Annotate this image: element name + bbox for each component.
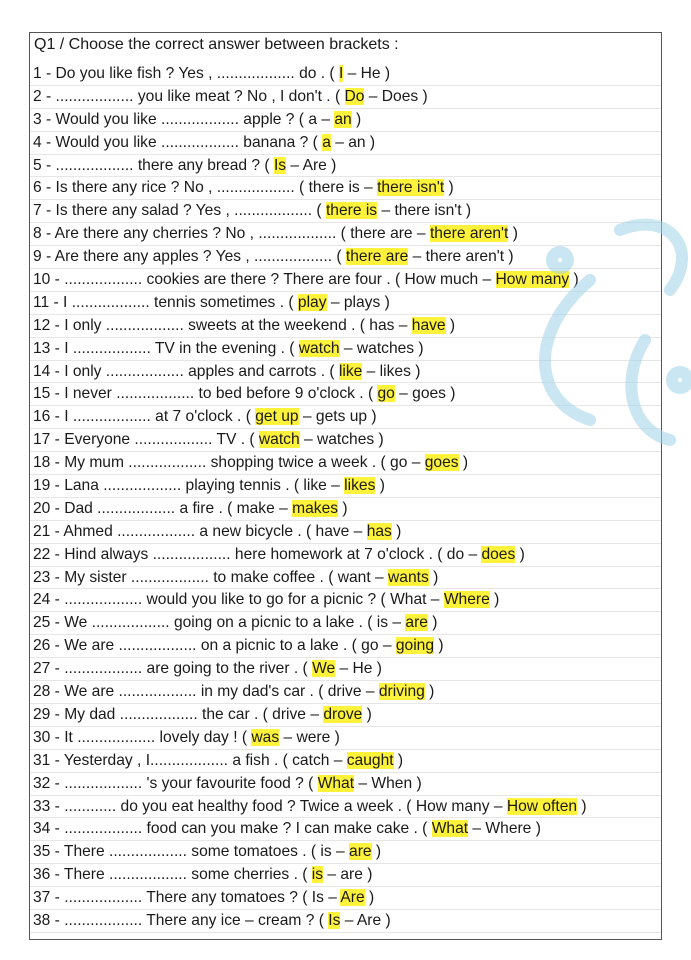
question-row <box>30 841 661 864</box>
question-text: 12 - I only .................. sweets at the weekend . ( has – <box>33 316 412 334</box>
answer-highlight: there isn't <box>377 179 445 197</box>
question-text: 3 - Would you like .................. apple ? ( a – <box>33 110 335 128</box>
question-text: – He ) <box>335 660 382 678</box>
answer-highlight: watch <box>298 339 340 357</box>
question-text: – there aren't ) <box>408 248 514 266</box>
question-text: 37 - .................. There any tomatoes ? ( Is – <box>33 889 341 907</box>
question-text: 18 - My mum .................. shopping twice a week . ( go – <box>33 454 425 472</box>
answer-highlight: Do <box>344 87 365 105</box>
question-text: 22 - Hind always .................. here homework at 7 o'clock . ( do – <box>33 545 482 563</box>
question-text: 15 - I never .................. to bed before 9 o'clock . ( <box>33 385 378 403</box>
question-text: – He ) <box>343 65 391 82</box>
question-text: ) <box>445 316 456 334</box>
answer-highlight: are <box>349 843 372 861</box>
answer-highlight: there is <box>325 202 378 220</box>
question-row <box>30 521 661 544</box>
question-text: 35 - There .................. some tomatoes . ( is – <box>33 843 350 861</box>
question-text: 20 - Dad .................. a fire . ( make – <box>33 499 293 517</box>
question-row <box>30 796 661 819</box>
question-text: ) <box>515 545 525 563</box>
question-text: 24 - .................. would you like to go for a picnic ? ( What – <box>33 591 444 609</box>
question-row <box>30 818 661 841</box>
answer-highlight: play <box>297 293 327 311</box>
question-text: ) <box>458 454 469 472</box>
question-row <box>30 475 661 498</box>
question-text: ) <box>375 477 385 495</box>
question-row <box>30 315 661 338</box>
answer-highlight: get up <box>255 408 299 426</box>
question-row <box>30 635 661 658</box>
question-row <box>30 63 661 86</box>
question-row <box>30 498 661 521</box>
worksheet <box>29 32 662 940</box>
question-text: 30 - It .................. lovely day ! ( <box>33 728 252 746</box>
question-row <box>30 910 661 933</box>
question-text: ) <box>371 843 382 861</box>
question-row <box>30 452 661 475</box>
question-text: – Does ) <box>364 87 428 105</box>
answer-highlight: a <box>322 133 331 151</box>
answer-highlight: there aren't <box>429 225 509 243</box>
question-text: ) <box>428 568 439 586</box>
question-text: 9 - Are there any apples ? Yes , .................. ( <box>33 248 346 266</box>
answer-highlight: going <box>395 637 435 655</box>
answer-highlight: Is <box>328 911 341 929</box>
question-row <box>30 658 661 681</box>
question-row <box>30 406 661 429</box>
question-row <box>30 681 661 704</box>
question-text: 38 - .................. There any ice – cream ? ( <box>33 911 329 929</box>
answer-highlight: has <box>366 522 392 540</box>
question-text: – When ) <box>354 774 422 792</box>
question-text: 8 - Are there any cherries ? No , .................. ( there are – <box>33 225 430 243</box>
question-text: ) <box>338 499 348 517</box>
question-text: 11 - I .................. tennis sometimes . ( <box>33 293 298 311</box>
question-row <box>30 864 661 887</box>
answer-highlight: does <box>481 545 516 563</box>
question-row <box>30 750 661 773</box>
question-text: ) <box>364 889 375 907</box>
answer-highlight: wants <box>388 568 429 586</box>
answer-highlight: an <box>334 110 352 128</box>
question-text: ) <box>434 637 444 655</box>
question-text: ) <box>577 797 587 815</box>
answer-highlight: I <box>338 65 344 82</box>
answer-highlight: goes <box>424 454 459 472</box>
answer-highlight: there are <box>345 248 409 266</box>
answer-highlight: drove <box>323 705 363 723</box>
question-row <box>30 223 661 246</box>
question-text: 14 - I only .................. apples and carrots . ( <box>33 362 339 380</box>
question-row <box>30 177 661 200</box>
question-text: – were ) <box>279 728 340 746</box>
question-row <box>30 292 661 315</box>
question-text: 31 - Yesterday , I.................. a fish . ( catch – <box>33 751 347 769</box>
question-row <box>30 429 661 452</box>
question-text: – there isn't ) <box>377 202 472 220</box>
question-text: ) <box>444 179 454 197</box>
question-text: ) <box>508 225 518 243</box>
question-text: 13 - I .................. TV in the evening . ( <box>33 339 299 357</box>
question-row <box>30 704 661 727</box>
question-row <box>30 773 661 796</box>
answer-highlight: Where <box>443 591 490 609</box>
question-text: ) <box>489 591 500 609</box>
question-text: 32 - .................. 's your favourite food ? ( <box>33 774 318 792</box>
answer-highlight: is <box>311 866 324 884</box>
answer-highlight: are <box>405 614 428 632</box>
question-row <box>30 338 661 361</box>
question-text: 25 - We .................. going on a picnic to a lake . ( is – <box>33 614 406 632</box>
question-list <box>30 63 661 933</box>
question-row <box>30 612 661 635</box>
question-text: – Where ) <box>468 820 541 838</box>
question-row <box>30 727 661 750</box>
question-text: – are ) <box>323 866 373 884</box>
question-text: – goes ) <box>394 385 456 403</box>
question-text: 1 - Do you like fish ? Yes , .................. do . ( <box>33 65 339 82</box>
question-text: 28 - We are .................. in my dad's car . ( drive – <box>33 683 379 701</box>
answer-highlight: caught <box>346 751 394 769</box>
question-text: 5 - .................. there any bread ? ( <box>33 156 274 174</box>
answer-highlight: go <box>377 385 395 403</box>
question-text: 10 - .................. cookies are there ? There are four . ( How much – <box>33 271 496 289</box>
answer-highlight: have <box>411 316 446 334</box>
question-text: 2 - .................. you like meat ? No , I don't . ( <box>33 87 345 105</box>
question-row <box>30 887 661 910</box>
question-text: 17 - Everyone .................. TV . ( <box>33 431 259 449</box>
question-text: 29 - My dad .................. the car . ( drive – <box>33 705 324 723</box>
question-text: – gets up ) <box>298 408 377 426</box>
question-text: ) <box>569 271 579 289</box>
question-row <box>30 86 661 109</box>
question-text: 36 - There .................. some cherries . ( <box>33 866 312 884</box>
question-text: 21 - Ahmed .................. a new bicycle . ( have – <box>33 522 367 540</box>
answer-highlight: We <box>312 660 336 678</box>
question-text: – an ) <box>330 133 376 151</box>
question-text: – Are ) <box>340 911 391 929</box>
question-text: 4 - Would you like .................. banana ? ( <box>33 133 323 151</box>
question-text: 34 - .................. food can you make ? I can make cake . ( <box>33 820 432 838</box>
answer-highlight: How often <box>506 797 578 815</box>
question-text: – watches ) <box>339 339 424 357</box>
question-row <box>30 269 661 292</box>
question-row <box>30 132 661 155</box>
answer-highlight: Are <box>340 889 365 907</box>
question-text: – likes ) <box>362 362 421 380</box>
answer-highlight: makes <box>292 499 339 517</box>
answer-highlight: driving <box>378 683 425 701</box>
question-text: – plays ) <box>326 293 390 311</box>
question-row <box>30 589 661 612</box>
question-text: ) <box>351 110 362 128</box>
question-text: 33 - ............ do you eat healthy food ? Twice a week . ( How many – <box>33 797 507 815</box>
question-row <box>30 361 661 384</box>
question-text: 7 - Is there any salad ? Yes , .................. ( <box>33 202 326 220</box>
question-row <box>30 200 661 223</box>
question-text: ) <box>391 522 402 540</box>
answer-highlight: was <box>251 728 280 746</box>
question-text: ) <box>427 614 438 632</box>
question-row <box>30 567 661 590</box>
question-text: – Are ) <box>286 156 337 174</box>
question-text: ) <box>362 705 372 723</box>
question-text: – watches ) <box>299 431 384 449</box>
answer-highlight: How many <box>495 271 570 289</box>
answer-highlight: Is <box>273 156 287 174</box>
question-row <box>30 383 661 406</box>
answer-highlight: watch <box>258 431 300 449</box>
question-row <box>30 109 661 132</box>
question-row <box>30 544 661 567</box>
question-text: 16 - I .................. at 7 o'clock . ( <box>33 408 256 426</box>
question-text: 27 - .................. are going to the river . ( <box>33 660 313 678</box>
answer-highlight: like <box>338 362 363 380</box>
question-text: ) <box>424 683 435 701</box>
question-text: 26 - We are .................. on a picnic to a lake . ( go – <box>33 637 396 655</box>
question-text: 6 - Is there any rice ? No , .................. ( there is – <box>33 179 378 197</box>
answer-highlight: likes <box>344 477 376 495</box>
answer-highlight: What <box>431 820 469 838</box>
question-text: ) <box>393 751 404 769</box>
question-row <box>30 155 661 178</box>
question-title: Q1 / Choose the correct answer between brackets : <box>34 36 399 53</box>
question-text: 23 - My sister .................. to make coffee . ( want – <box>33 568 389 586</box>
answer-highlight: What <box>317 774 355 792</box>
question-row <box>30 246 661 269</box>
question-text: 19 - Lana .................. playing tennis . ( like – <box>33 477 345 495</box>
